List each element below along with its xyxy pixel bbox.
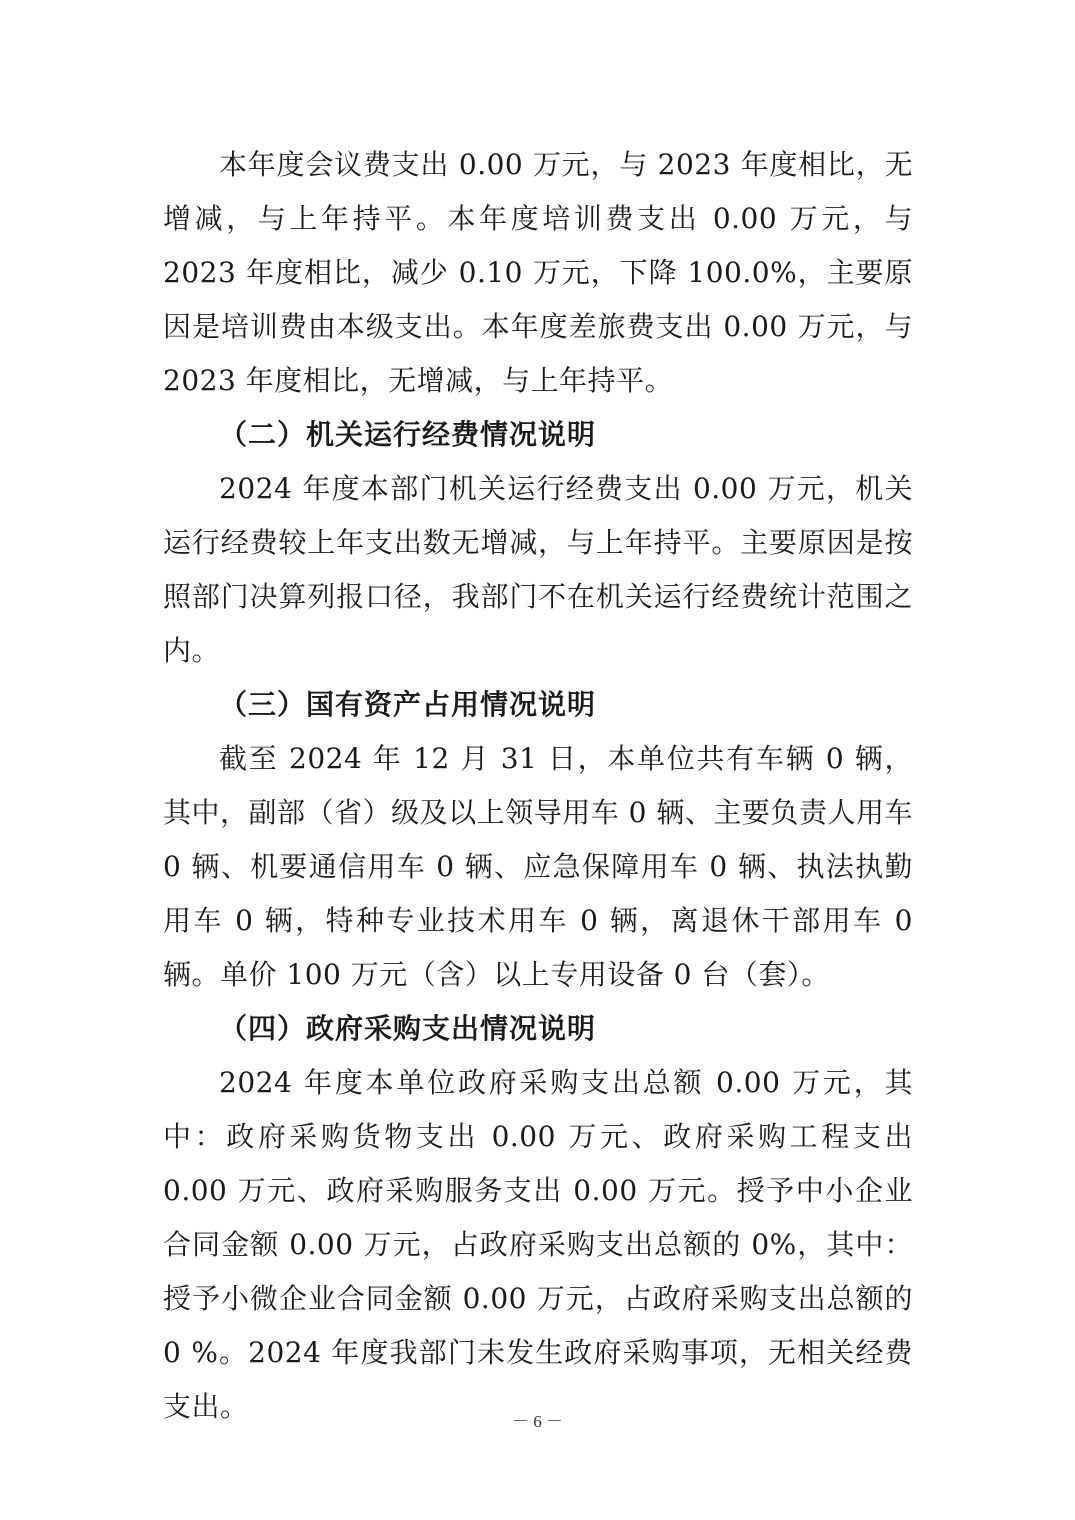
paragraph-state-assets: 截至 2024 年 12 月 31 日，本单位共有车辆 0 辆，其中，副部（省）级及以上领导用车 0 辆、主要负责人用车 0 辆、机要通信用车 0 辆、应急保障用车 0 辆、执法执勤用车 0 辆，特种专业技术用车 0 辆，离退休干部用车 0 辆。单价 100 万元（含）以上专用设备 0 台（套）。 [163,742,913,991]
heading-state-assets: （三）国有资产占用情况说明 [219,688,597,721]
paragraph-government-procurement: 2024 年度本单位政府采购支出总额 0.00 万元，其中：政府采购货物支出 0.00 万元、政府采购工程支出 0.00 万元、政府采购服务支出 0.00 万元。授予中小企业合同金额 0.00 万元，占政府采购支出总额的 0%，其中：授予小微企业合同金额 0.00 万元，占政府采购支出总额的 0 %。2024 年度我部门未发生政府采购事项，无相关经费支出。 [163,1066,913,1423]
heading-operating-expenses: （二）机关运行经费情况说明 [219,418,597,451]
document-body [163,138,913,1434]
paragraph-operating-expenses: 2024 年度本部门机关运行经费支出 0.00 万元，机关运行经费较上年支出数无增减，与上年持平。主要原因是按照部门决算列报口径，我部门不在机关运行经费统计范围之内。 [163,472,913,667]
paragraph-meeting-training-travel-fees: 本年度会议费支出 0.00 万元，与 2023 年度相比，无增减，与上年持平。本年度培训费支出 0.00 万元，与 2023 年度相比，减少 0.10 万元，下降 100.0%，主要原因是培训费由本级支出。本年度差旅费支出 0.00 万元，与 2023 年度相比，无增减，与上年持平。 [163,148,913,397]
page-number: － 6 － [512,1412,563,1431]
heading-government-procurement: （四）政府采购支出情况说明 [219,1012,597,1045]
